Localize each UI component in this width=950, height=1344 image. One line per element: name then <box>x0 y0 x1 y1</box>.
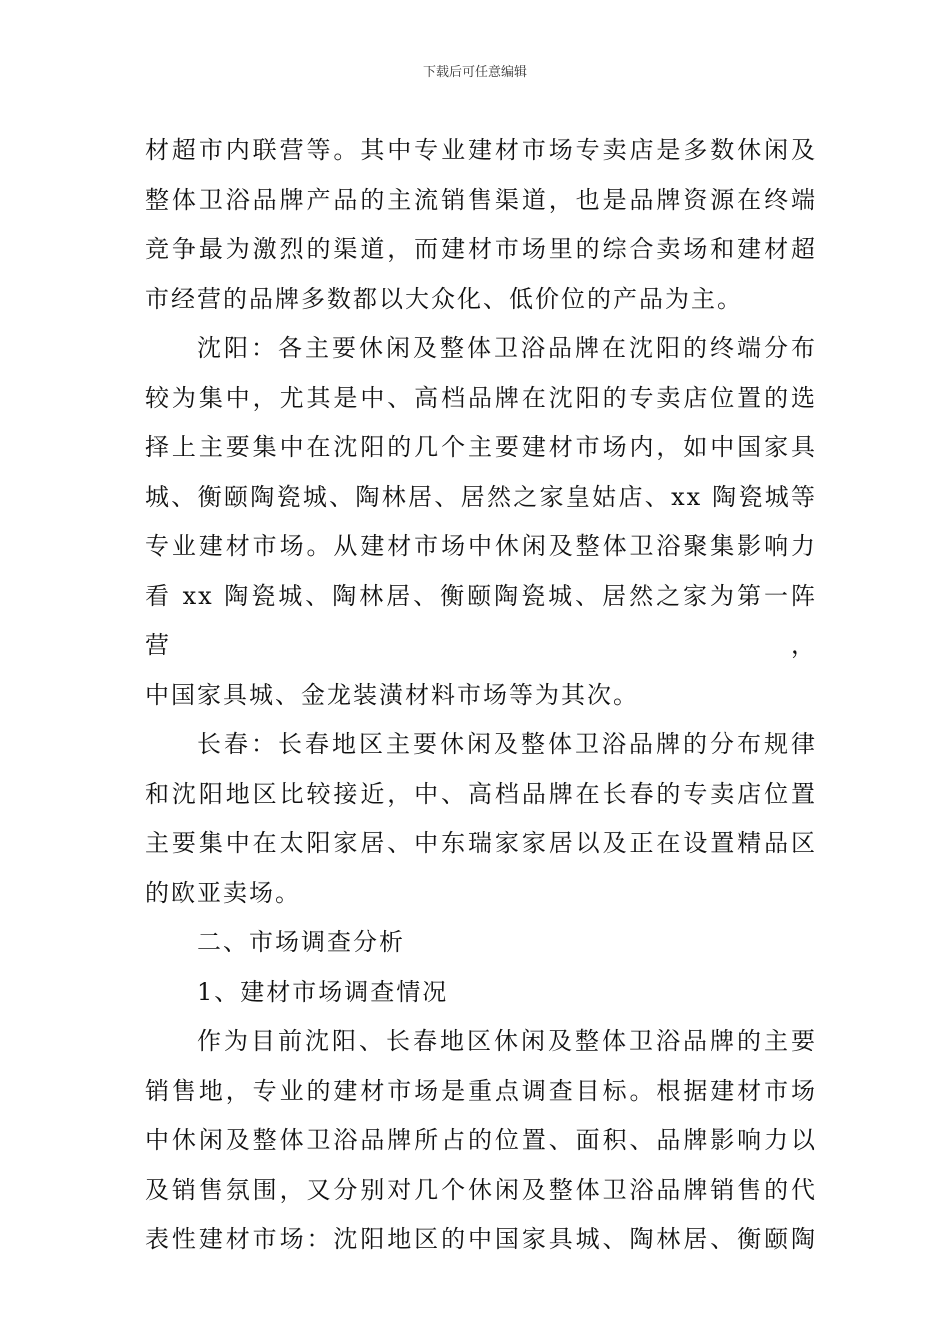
text-line: 1、建材市场调查情况 <box>197 977 449 1006</box>
text-line: 销售地，专业的建材市场是重点调查目标。根据建材市场 <box>145 1076 817 1105</box>
text-line: 整体卫浴品牌产品的主流销售渠道，也是品牌资源在终端 <box>145 185 817 214</box>
text-line: 二、市场调查分析 <box>197 928 405 956</box>
text-line: 看 xx 陶瓷城、陶林居、衡颐陶瓷城、居然之家为第一阵营， <box>145 581 817 659</box>
text-line: 择上主要集中在沈阳的几个主要建材市场内，如中国家具 <box>145 433 817 461</box>
text-line: 和沈阳地区比较接近，中、高档品牌在长春的专卖店位置 <box>145 779 817 808</box>
text-line: 市经营的品牌多数都以大众化、低价位的产品为主。 <box>145 284 743 313</box>
paragraph-shenyang <box>145 324 817 720</box>
text-line: 较为集中，尤其是中、高档品牌在沈阳的专卖店位置的选 <box>145 383 817 412</box>
page-header-note: 下载后可任意编辑 <box>422 65 527 80</box>
text-line: 材超市内联营等。其中专业建材市场专卖店是多数休闲及 <box>145 136 817 164</box>
text-line: 表性建材市场：沈阳地区的中国家具城、陶林居、衡颐陶 <box>145 1225 817 1253</box>
paragraph-changchun <box>145 720 817 918</box>
text-line: 的欧亚卖场。 <box>145 878 301 907</box>
text-line: 城、衡颐陶瓷城、陶林居、居然之家皇姑店、xx 陶瓷城等 <box>145 482 817 511</box>
text-line: 专业建材市场。从建材市场中休闲及整体卫浴聚集影响力 <box>145 532 817 560</box>
text-line: 沈阳：各主要休闲及整体卫浴品牌在沈阳的终端分布 <box>197 334 817 362</box>
text-line: 长春：长春地区主要休闲及整体卫浴品牌的分布规律 <box>197 730 817 758</box>
text-line: 主要集中在太阳家居、中东瑞家家居以及正在设置精品区 <box>145 829 817 857</box>
section-heading-market-analysis <box>145 918 817 968</box>
text-line: 中国家具城、金龙装潢材料市场等为其次。 <box>145 680 639 709</box>
text-line: 竞争最为激烈的渠道，而建材市场里的综合卖场和建材超 <box>145 235 817 263</box>
text-line: 中休闲及整体卫浴品牌所占的位置、面积、品牌影响力以 <box>145 1126 817 1154</box>
subsection-heading-building-market <box>145 968 817 1018</box>
text-line: 作为目前沈阳、长春地区休闲及整体卫浴品牌的主要 <box>197 1027 817 1055</box>
text-line: 及销售氛围，又分别对几个休闲及整体卫浴品牌销售的代 <box>145 1175 817 1204</box>
paragraph-survey-targets <box>145 1017 817 1265</box>
paragraph-intro-continued <box>145 126 817 324</box>
document-body <box>145 126 817 1265</box>
